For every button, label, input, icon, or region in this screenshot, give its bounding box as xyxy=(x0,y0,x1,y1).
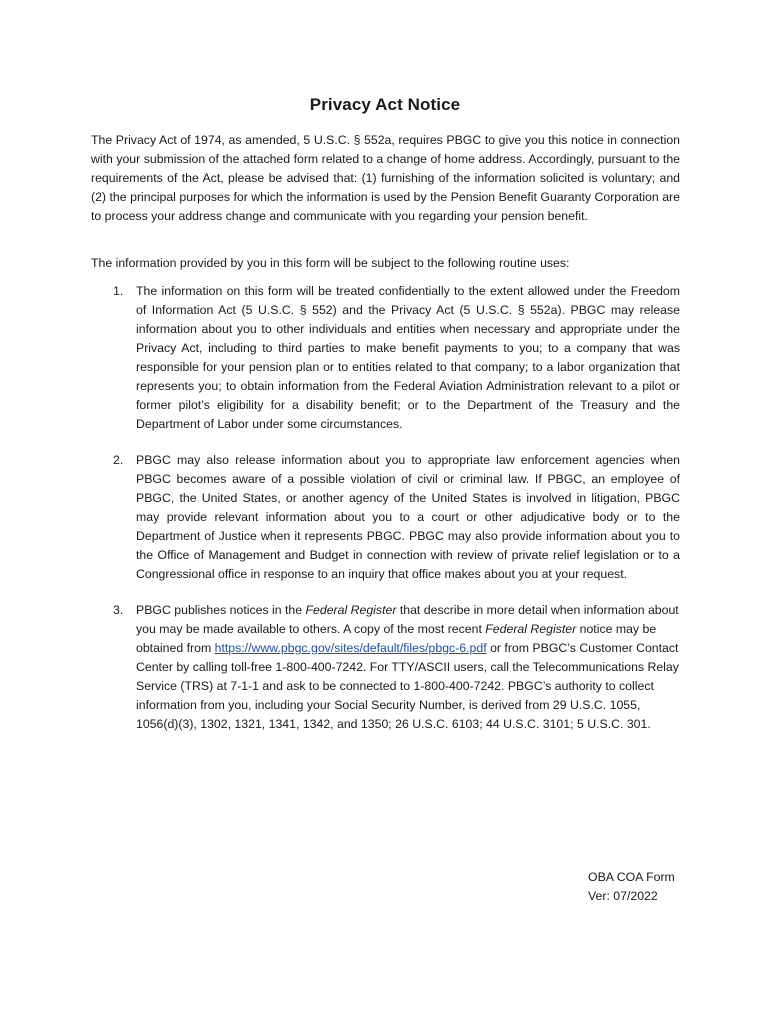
list-item-number: 2. xyxy=(113,453,124,467)
form-name: OBA COA Form xyxy=(588,870,675,884)
list-item-number: 3. xyxy=(113,603,124,617)
federal-register-italic: Federal Register xyxy=(305,603,397,617)
text-segment: or from PBGC’s Customer Contact Center by calling toll-free 1-800-400-7242. For TTY/ASCII users, call the Telecommunications Relay Service (TRS) at 7-1-1 and ask to be connected to 1-800-400-7242. PBGC’s authority to collect information from you, including your Social Security Number, is derived from 29 U.S.C. 1055, 1056(d)(3), 1302, 1321, 1341, 1342, and 1350; 26 U.S.C. 6103; 44 U.S.C. 3101; 5 U.S.C. 301. xyxy=(136,641,679,731)
text-segment: that describe in more detail when information about you may be made available to others. A copy of the most recent xyxy=(136,603,679,636)
routine-uses-intro: The information provided by you in this form will be subject to the following routine uses: xyxy=(91,256,570,270)
form-version: Ver: 07/2022 xyxy=(588,889,658,903)
text-segment: notice may be obtained from xyxy=(136,622,657,655)
list-item-text xyxy=(136,601,680,734)
intro-paragraph: The Privacy Act of 1974, as amended, 5 U.S.C. § 552a, requires PBGC to give you this notice in connection with your submission of the attached form related to a change of home address. Accordingly, pursuant to the requirements of the Act, please be advised that: (1) furnishing of the information solicited is voluntary; and (2) the principal purposes for which the information is used by the Pension Benefit Guaranty Corporation are to process your address change and communicate with you regarding your pension benefit. xyxy=(91,133,680,223)
list-item-number: 1. xyxy=(113,284,124,298)
text-segment: PBGC publishes notices in the xyxy=(136,603,306,617)
federal-register-italic: Federal Register xyxy=(485,622,577,636)
form-footer xyxy=(588,868,675,906)
list-item-text: The information on this form will be treated confidentially to the extent allowed under the Freedom of Information Act (5 U.S.C. § 552) and the Privacy Act (5 U.S.C. § 552a). PBGC may release information about you to other individuals and entities when necessary and appropriate under the Privacy Act, including to third parties to make benefit payments to you; to a company that was responsible for your pension plan or to entities related to that company; to a labor organization that represents you; to obtain information from the Federal Aviation Administration relevant to a pilot or former pilot’s eligibility for a disability benefit; or to the Department of the Treasury and the Department of Labor under some circumstances. xyxy=(136,284,680,431)
page-title: Privacy Act Notice xyxy=(309,95,461,114)
pbgc-6-link[interactable]: https://www.pbgc.gov/sites/default/files/pbgc-6.pdf xyxy=(214,641,487,655)
list-item-text: PBGC may also release information about you to appropriate law enforcement agencies when PBGC becomes aware of a possible violation of civil or criminal law. If PBGC, an employee of PBGC, the United States, or another agency of the United States is involved in litigation, PBGC may provide relevant information about you to a court or other adjudicative body or to the Department of Justice when it represents PBGC. PBGC may also provide information about you to the Office of Management and Budget in connection with review of private relief legislation or to a Congressional office in response to an inquiry that office makes about you at your request. xyxy=(136,453,680,581)
